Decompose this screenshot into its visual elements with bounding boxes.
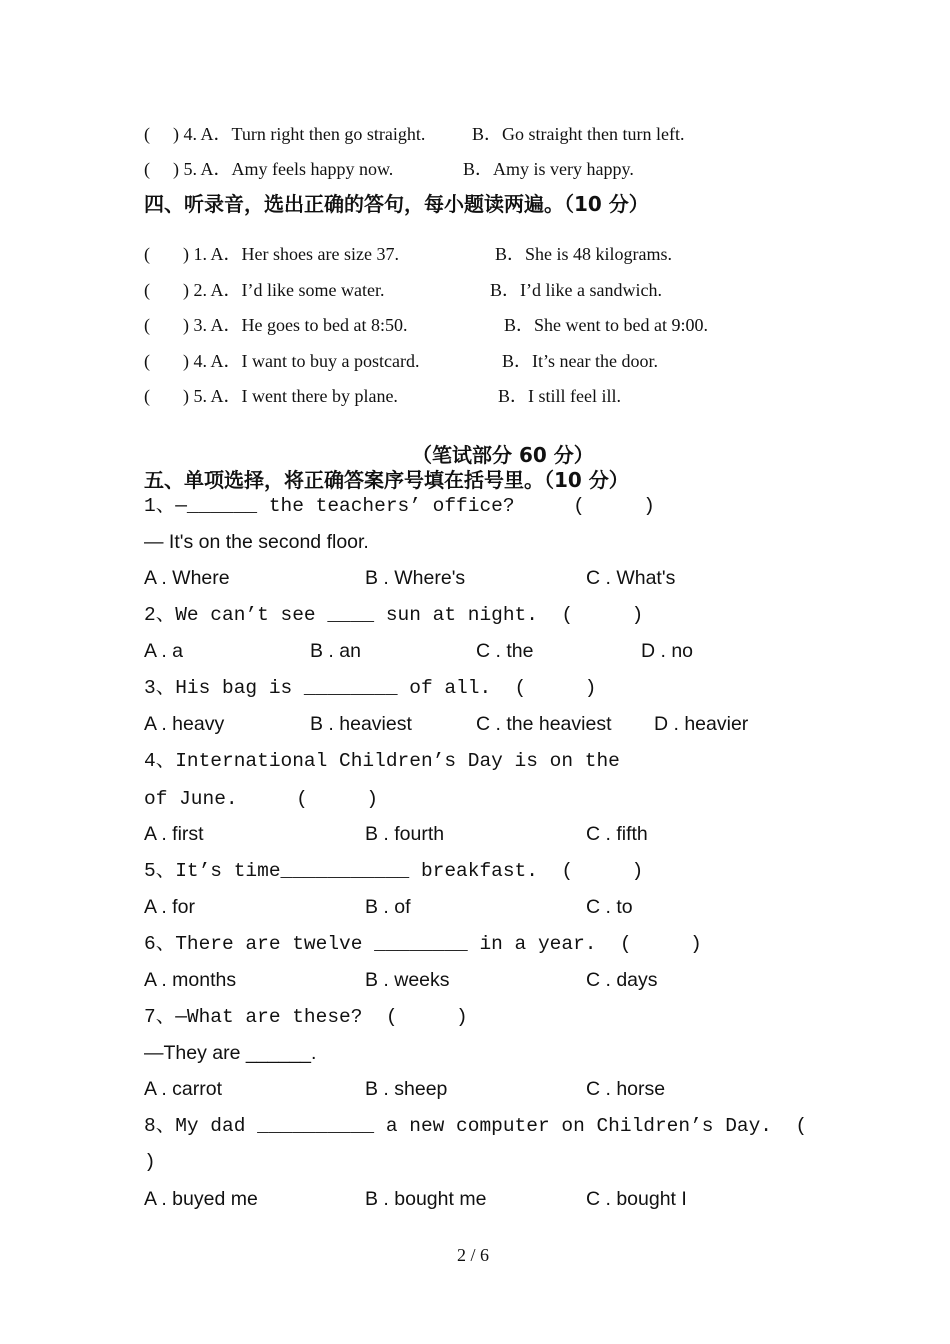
q6-option-c: C . days <box>586 969 658 991</box>
q8-stem: 8、My dad __________ a new computer on Children’s Day. ( <box>144 1115 808 1137</box>
q1-reply: — It's on the second floor. <box>144 531 369 553</box>
q5-option-c: C . to <box>586 896 633 918</box>
section4-q1-a: ) 1. A．Her shoes are size 37. <box>183 244 399 264</box>
paren-open: ( <box>144 386 150 406</box>
q4-option-a: A . first <box>144 823 204 845</box>
q2-stem: 2、We can’t see ____ sun at night. ( ) <box>144 604 644 626</box>
q3-option-b: B . heaviest <box>310 713 412 735</box>
q5-option-a: A . for <box>144 896 195 918</box>
q7-option-a: A . carrot <box>144 1078 223 1100</box>
q3-option-a: A . heavy <box>144 713 225 735</box>
q1-option-c: C . What's <box>586 567 676 589</box>
paren-open: ( <box>144 124 150 144</box>
q2-option-a: A . a <box>144 640 184 662</box>
q2-option-b: B . an <box>310 640 361 662</box>
section4-q3-b: B．She went to bed at 9:00. <box>504 315 708 335</box>
listening3-q4-b: B．Go straight then turn left. <box>472 124 685 144</box>
q7-option-c: C . horse <box>586 1078 666 1100</box>
q6-option-a: A . months <box>144 969 237 991</box>
section4-q2-a: ) 2. A．I’d like some water. <box>183 280 385 300</box>
q2-option-c: C . the <box>476 640 534 662</box>
q4-option-c: C . fifth <box>586 823 648 845</box>
q7-reply: —They are ______. <box>144 1042 317 1064</box>
q6-option-b: B . weeks <box>365 969 450 991</box>
q3-option-d: D . heavier <box>654 713 749 735</box>
q8-option-a: A . buyed me <box>144 1188 258 1210</box>
section4-q2-b: B．I’d like a sandwich. <box>490 280 662 300</box>
q5-stem: 5、It’s time___________ breakfast. ( ) <box>144 860 644 882</box>
q1-option-a: A . Where <box>144 567 230 589</box>
q1-stem: 1、—______ the teachers’ office? ( ) <box>144 495 655 517</box>
q2-option-d: D . no <box>641 640 694 662</box>
q4-option-b: B . fourth <box>365 823 445 845</box>
section5-heading: 五、单项选择，将正确答案序号填在括号里。（10 分） <box>144 468 629 492</box>
listening3-q5-a: ) 5. A．Amy feels happy now. <box>173 159 394 179</box>
q7-stem: 7、—What are these? ( ) <box>144 1006 468 1028</box>
q8-option-b: B . bought me <box>365 1188 487 1210</box>
paren-open: ( <box>144 280 150 300</box>
section4-q4-b: B．It’s near the door. <box>502 351 658 371</box>
section4-q4-a: ) 4. A．I want to buy a postcard. <box>183 351 420 371</box>
q5-option-b: B . of <box>365 896 411 918</box>
q3-option-c: C . the heaviest <box>476 713 612 735</box>
section4-q1-b: B．She is 48 kilograms. <box>495 244 673 264</box>
section4-q5-a: ) 5. A．I went there by plane. <box>183 386 398 406</box>
paren-open: ( <box>144 351 150 371</box>
paren-open: ( <box>144 244 150 264</box>
paren-open: ( <box>144 159 150 179</box>
q1-option-b: B . Where's <box>365 567 466 589</box>
q8-option-c: C . bought I <box>586 1188 687 1210</box>
paren-open: ( <box>144 315 150 335</box>
q4-stem: 4、International Children’s Day is on the <box>144 750 620 772</box>
section4-q5-b: B．I still feel ill. <box>498 386 621 406</box>
q3-stem: 3、His bag is ________ of all. ( ) <box>144 677 597 699</box>
q7-option-b: B . sheep <box>365 1078 448 1100</box>
written-part-title: （笔试部分 60 分） <box>412 443 594 467</box>
q4-stem-continued: of June. ( ) <box>144 788 379 810</box>
section4-q3-a: ) 3. A．He goes to bed at 8:50. <box>183 315 408 335</box>
section4-heading: 四、听录音，选出正确的答句，每小题读两遍。（10 分） <box>144 192 649 216</box>
listening3-q4-a: ) 4. A．Turn right then go straight. <box>173 124 426 144</box>
q6-stem: 6、There are twelve ________ in a year. ( ) <box>144 933 702 955</box>
q8-stem-continued: ) <box>144 1151 156 1173</box>
page-number: 2 / 6 <box>457 1245 490 1265</box>
listening3-q5-b: B．Amy is very happy. <box>463 159 634 179</box>
